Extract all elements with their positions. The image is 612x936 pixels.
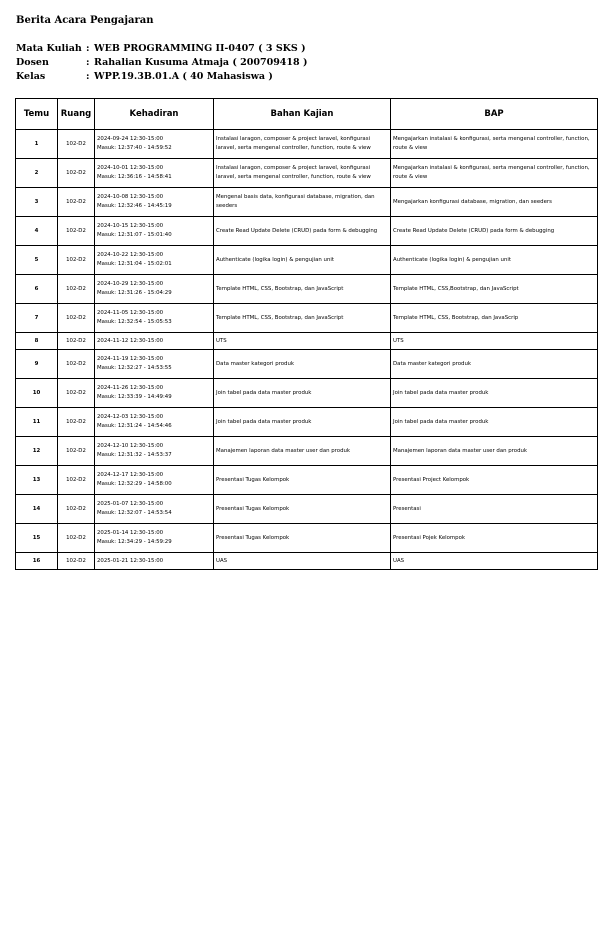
course-field [16, 42, 307, 56]
cell-kehadiran [95, 379, 214, 408]
cell-bahan-kajian: UAS [214, 553, 391, 570]
attendance-text: Masuk: 12:33:39 - 14:49:49 [97, 394, 172, 400]
cell-ruang: 102-D2 [58, 408, 95, 437]
schedule-text: 2024-10-08 12:30-15:00 [97, 194, 164, 200]
table-row [16, 333, 598, 350]
cell-temu: 4 [16, 217, 58, 246]
class-field [16, 70, 307, 84]
cell-bap: UAS [391, 553, 598, 570]
cell-bap: Mengajarkan instalasi & konfigurasi, serta mengenal controller, function, route & view [391, 130, 598, 159]
table-row [16, 524, 598, 553]
cell-bahan-kajian: Presentasi Tugas Kelompok [214, 495, 391, 524]
course-value: WEB PROGRAMMING II-0407 ( 3 SKS ) [94, 43, 306, 54]
attendance-text: Masuk: 12:32:27 - 14:53:55 [97, 365, 172, 371]
cell-temu: 15 [16, 524, 58, 553]
cell-kehadiran [95, 466, 214, 495]
cell-kehadiran [95, 246, 214, 275]
cell-bahan-kajian: Instalasi laragon, composer & project laravel, konfigurasi laravel, serta mengenal controller, function, route & view [214, 130, 391, 159]
schedule-text: 2024-10-29 12:30-15:00 [97, 281, 164, 287]
cell-ruang: 102-D2 [58, 495, 95, 524]
lecturer-field [16, 56, 307, 70]
cell-ruang: 102-D2 [58, 553, 95, 570]
attendance-text: Masuk: 12:37:40 - 14:59:52 [97, 145, 172, 151]
cell-kehadiran [95, 495, 214, 524]
table-row [16, 437, 598, 466]
cell-bap: UTS [391, 333, 598, 350]
cell-ruang: 102-D2 [58, 188, 95, 217]
cell-bap: Authenticate (logika login) & pengujian unit [391, 246, 598, 275]
table-header-row [16, 99, 598, 130]
cell-kehadiran [95, 304, 214, 333]
table-row [16, 304, 598, 333]
cell-bap: Mengajarkan instalasi & konfigurasi, serta mengenal controller, function, route & view [391, 159, 598, 188]
cell-temu: 8 [16, 333, 58, 350]
table-body [16, 130, 598, 570]
cell-temu: 7 [16, 304, 58, 333]
table-row [16, 159, 598, 188]
schedule-text: 2024-10-15 12:30-15:00 [97, 223, 164, 229]
cell-kehadiran [95, 408, 214, 437]
cell-bap: Data master kategori produk [391, 350, 598, 379]
cell-bahan-kajian: UTS [214, 333, 391, 350]
attendance-text: Masuk: 12:31:32 - 14:53:37 [97, 452, 172, 458]
schedule-text: 2025-01-14 12:30-15:00 [97, 530, 164, 536]
cell-bap: Presentasi Pojek Kelompok [391, 524, 598, 553]
cell-bahan-kajian: Instalasi laragon, composer & project laravel, konfigurasi laravel, serta mengenal controller, function, route & view [214, 159, 391, 188]
attendance-text: Masuk: 12:36:16 - 14:58:41 [97, 174, 172, 180]
header-kehadiran: Kehadiran [95, 99, 214, 130]
cell-bap: Mengajarkan konfigurasi database, migration, dan seeders [391, 188, 598, 217]
cell-bap: Template HTML, CSS,Bootstrap, dan JavaScript [391, 275, 598, 304]
attendance-text: Masuk: 12:32:54 - 15:05:53 [97, 319, 172, 325]
schedule-text: 2024-10-01 12:30-15:00 [97, 165, 164, 171]
schedule-text: 2024-10-22 12:30-15:00 [97, 252, 164, 258]
cell-temu: 3 [16, 188, 58, 217]
cell-ruang: 102-D2 [58, 304, 95, 333]
class-label: Kelas [16, 71, 46, 82]
document-title: Berita Acara Pengajaran [16, 15, 154, 26]
cell-ruang: 102-D2 [58, 379, 95, 408]
schedule-text: 2025-01-07 12:30-15:00 [97, 501, 164, 507]
course-separator: : [86, 43, 90, 54]
schedule-text: 2024-12-03 12:30-15:00 [97, 414, 164, 420]
table-row [16, 466, 598, 495]
table-row [16, 408, 598, 437]
cell-kehadiran [95, 350, 214, 379]
cell-temu: 9 [16, 350, 58, 379]
cell-bahan-kajian: Presentasi Tugas Kelompok [214, 466, 391, 495]
cell-ruang: 102-D2 [58, 217, 95, 246]
cell-ruang: 102-D2 [58, 159, 95, 188]
lecturer-label: Dosen [16, 57, 49, 68]
attendance-text: Masuk: 12:32:46 - 14:45:19 [97, 203, 172, 209]
cell-bahan-kajian: Template HTML, CSS, Bootstrap, dan JavaScript [214, 304, 391, 333]
cell-kehadiran [95, 333, 214, 350]
course-info [16, 42, 307, 84]
attendance-text: Masuk: 12:32:29 - 14:58:00 [97, 481, 172, 487]
attendance-text: Masuk: 12:31:24 - 14:54:46 [97, 423, 172, 429]
attendance-text: Masuk: 12:31:26 - 15:04:29 [97, 290, 172, 296]
table-row [16, 246, 598, 275]
table-row [16, 553, 598, 570]
cell-bahan-kajian: Create Read Update Delete (CRUD) pada form & debugging [214, 217, 391, 246]
cell-ruang: 102-D2 [58, 466, 95, 495]
header-ruang: Ruang [58, 99, 95, 130]
cell-kehadiran [95, 188, 214, 217]
cell-temu: 13 [16, 466, 58, 495]
cell-bahan-kajian: Authenticate (logika login) & pengujian unit [214, 246, 391, 275]
schedule-text: 2024-11-19 12:30-15:00 [97, 356, 164, 362]
cell-temu: 16 [16, 553, 58, 570]
lecturer-separator: : [86, 57, 90, 68]
teaching-record-table [15, 98, 598, 570]
attendance-text: Masuk: 12:31:07 - 15:01:40 [97, 232, 172, 238]
table-row [16, 495, 598, 524]
table-row [16, 275, 598, 304]
cell-ruang: 102-D2 [58, 333, 95, 350]
class-value: WPP.19.3B.01.A ( 40 Mahasiswa ) [94, 71, 273, 82]
schedule-text: 2024-12-10 12:30-15:00 [97, 443, 164, 449]
table-row [16, 379, 598, 408]
cell-temu: 12 [16, 437, 58, 466]
cell-kehadiran [95, 159, 214, 188]
table-row [16, 130, 598, 159]
cell-bap: Manajemen laporan data master user dan produk [391, 437, 598, 466]
cell-temu: 11 [16, 408, 58, 437]
cell-bap: Join tabel pada data master produk [391, 408, 598, 437]
cell-temu: 5 [16, 246, 58, 275]
schedule-text: 2025-01-21 12:30-15:00 [97, 557, 164, 564]
cell-bahan-kajian: Data master kategori produk [214, 350, 391, 379]
cell-kehadiran [95, 437, 214, 466]
table-row [16, 188, 598, 217]
cell-kehadiran [95, 217, 214, 246]
table-row [16, 217, 598, 246]
cell-temu: 6 [16, 275, 58, 304]
cell-bahan-kajian: Presentasi Tugas Kelompok [214, 524, 391, 553]
cell-bap: Template HTML, CSS, Bootstrap, dan JavaScrip [391, 304, 598, 333]
schedule-text: 2024-09-24 12:30-15:00 [97, 136, 164, 142]
cell-bahan-kajian: Template HTML, CSS, Bootstrap, dan JavaScript [214, 275, 391, 304]
schedule-text: 2024-11-05 12:30-15:00 [97, 310, 164, 316]
cell-bap: Create Read Update Delete (CRUD) pada form & debugging [391, 217, 598, 246]
header-bahan-kajian: Bahan Kajian [214, 99, 391, 130]
lecturer-value: Rahalian Kusuma Atmaja ( 200709418 ) [94, 57, 308, 68]
cell-ruang: 102-D2 [58, 437, 95, 466]
cell-ruang: 102-D2 [58, 246, 95, 275]
course-label: Mata Kuliah [16, 43, 82, 54]
cell-ruang: 102-D2 [58, 350, 95, 379]
cell-kehadiran [95, 553, 214, 570]
cell-kehadiran [95, 130, 214, 159]
cell-kehadiran [95, 524, 214, 553]
attendance-text: Masuk: 12:34:29 - 14:59:29 [97, 539, 172, 545]
cell-bahan-kajian: Manajemen laporan data master user dan produk [214, 437, 391, 466]
schedule-text: 2024-11-26 12:30-15:00 [97, 385, 164, 391]
cell-ruang: 102-D2 [58, 130, 95, 159]
cell-kehadiran [95, 275, 214, 304]
schedule-text: 2024-12-17 12:30-15:00 [97, 472, 164, 478]
cell-bap: Join tabel pada data master produk [391, 379, 598, 408]
header-bap: BAP [391, 99, 598, 130]
attendance-text: Masuk: 12:31:04 - 15:02:01 [97, 261, 172, 267]
header-temu: Temu [16, 99, 58, 130]
cell-ruang: 102-D2 [58, 524, 95, 553]
cell-bap: Presentasi [391, 495, 598, 524]
table-row [16, 350, 598, 379]
cell-temu: 1 [16, 130, 58, 159]
cell-bahan-kajian: Mengenal basis data, konfigurasi database, migration, dan seeders [214, 188, 391, 217]
cell-ruang: 102-D2 [58, 275, 95, 304]
attendance-text: Masuk: 12:32:07 - 14:53:54 [97, 510, 172, 516]
schedule-text: 2024-11-12 12:30-15:00 [97, 337, 164, 344]
cell-bahan-kajian: Join tabel pada data master produk [214, 408, 391, 437]
class-separator: : [86, 71, 90, 82]
cell-temu: 14 [16, 495, 58, 524]
cell-bahan-kajian: Join tabel pada data master produk [214, 379, 391, 408]
cell-temu: 2 [16, 159, 58, 188]
cell-temu: 10 [16, 379, 58, 408]
cell-bap: Presentasi Project Kelompok [391, 466, 598, 495]
